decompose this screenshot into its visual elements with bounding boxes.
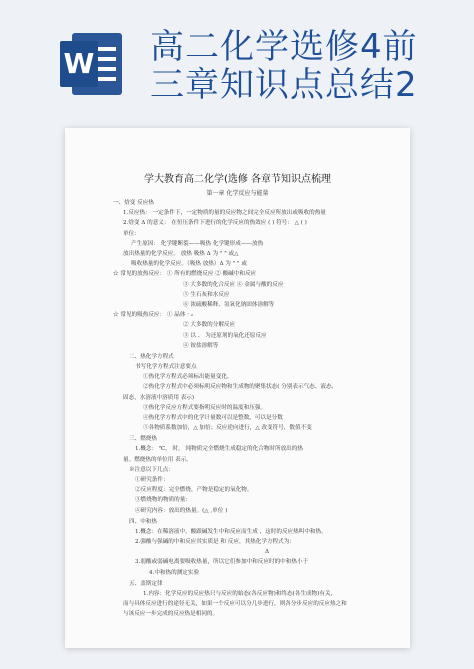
word-document-icon	[60, 33, 122, 95]
document-line: ①热化学方程式必须标出能量变化。	[143, 374, 233, 381]
document-line: 四、中和热	[129, 518, 157, 525]
document-line: ①研究条件：	[135, 477, 169, 483]
document-line: ③燃烧物的物质的量：	[135, 497, 191, 504]
document-line: ④研究内容：放出的热量。(△ ,单位 )	[135, 507, 228, 514]
document-line: 1.内容：化学反应的反应热只与反应的始态(各反应物)和终态(各生成物)有关，	[143, 590, 337, 597]
document-line: ⑤ 生石灰和水反应	[183, 291, 230, 298]
document-title	[150, 28, 470, 104]
banner	[0, 0, 474, 120]
title-line-1: 高二化学选修4前	[150, 27, 418, 67]
document-line: 2.焓变 Δ 的意义： 在恒压条件下进行的化学反应的热效应 ( ) 符号： △ ( )	[123, 220, 307, 227]
document-line: ④热化学方程式中的化学计量数可以是整数，可以是分数	[143, 415, 283, 421]
document-line: ② 大多数的分解反应	[183, 322, 236, 329]
document-line: 与该反应一步完成的反应热是相同的。	[123, 611, 219, 618]
document-line: 3.弱酸或弱碱电离要吸收热量，所以它们参加中和反应时的中和热小于	[135, 559, 309, 566]
document-line: ③ 大多数的化合反应 ④ 金属与酸的反应	[183, 281, 284, 288]
document-line: 而与具体反应进行的途径无关，如果一个反应可以分几步进行，则各分步反应的反应热之和	[123, 601, 347, 607]
document-line: ③ 以 、 为还原剂的氧化还原反应	[183, 332, 267, 339]
word-icon-line	[96, 47, 116, 51]
document-line: 书写化学方程式注意要点	[135, 364, 197, 370]
document-line: ②反应程度：完全燃烧，产物是稳定的氧化物。	[135, 487, 253, 494]
document-line: 五、盖斯定律	[129, 580, 163, 587]
document-line: 1.概念： ℃， 时， 纯物质完全燃烧生成稳定的化合物时所放出的热	[135, 446, 303, 453]
document-line: 固态，水溶液中溶质用 表示)	[123, 394, 195, 401]
document-line: 吸收热量的化学反应。（吸热 放热）Δ 为 " " 或	[131, 261, 247, 268]
document-line: 二、热化学方程式	[129, 353, 174, 360]
document-line: 一、焓变 反应热	[113, 200, 154, 206]
document-line: ※注意以下几点：	[129, 466, 174, 473]
document-line: 1.反应热： 一定条件下，一定物质的量的反应物之间完全反应所放出或吸收的热量	[123, 210, 326, 217]
document-line: ☆ 常见的吸热反应： ① 晶体 · ₂	[113, 312, 194, 319]
document-line: 产生原因： 化学键断裂——吸热 化学键形成——放热	[131, 240, 264, 247]
document-line: 量。燃烧热的单位用 表示。	[123, 456, 192, 463]
document-line: Δ	[265, 549, 270, 556]
document-line: 2.强酸与强碱的中和反应其实质是 和 反应，其热化学方程式为：	[135, 539, 295, 545]
document-line: ②热化学方程式中必须标明反应物和生成物的聚集状态( 分别表示气态、液态、	[143, 384, 338, 391]
word-icon-letter: W	[60, 41, 98, 87]
chapter-heading: 第一章 化学反应与能量	[206, 190, 269, 197]
document-line: 1.概念：在稀溶液中，酸跟碱发生中和反应而生成 ，这时的反应热叫中和热。	[135, 528, 327, 535]
document-line: ③热化学反应方程式要指明反应时的温度和压强。	[143, 404, 267, 411]
word-icon-line	[96, 77, 116, 81]
document-line: ④ 铵盐溶解等	[183, 342, 219, 349]
title-line-2: 三章知识点总结2	[150, 65, 418, 105]
document-line: ⑥ 浓硫酸稀释、氢氧化钠固体溶解等	[183, 302, 275, 308]
document-line: 4.中和热的测定实验	[149, 569, 200, 576]
document-line: ⑤各物质系数加倍，△ 加倍；反应逆向进行，△ 改变符号，数值不变	[143, 425, 312, 432]
document-line: 单位：	[123, 230, 140, 237]
document-line: 放出热量的化学反应。 放热 吸热 Δ 为 " " 或△	[123, 251, 239, 257]
document-page	[65, 128, 410, 648]
document-heading: 学大教育高二化学(选修 各章节知识点梳理	[143, 174, 332, 185]
document-line: 三、燃烧热	[129, 436, 157, 443]
word-icon-line	[96, 67, 116, 71]
document-line: ☆ 常见的放热反应： ① 所有的燃烧反应 ② 酸碱中和反应	[113, 271, 257, 278]
word-icon-line	[96, 57, 116, 61]
